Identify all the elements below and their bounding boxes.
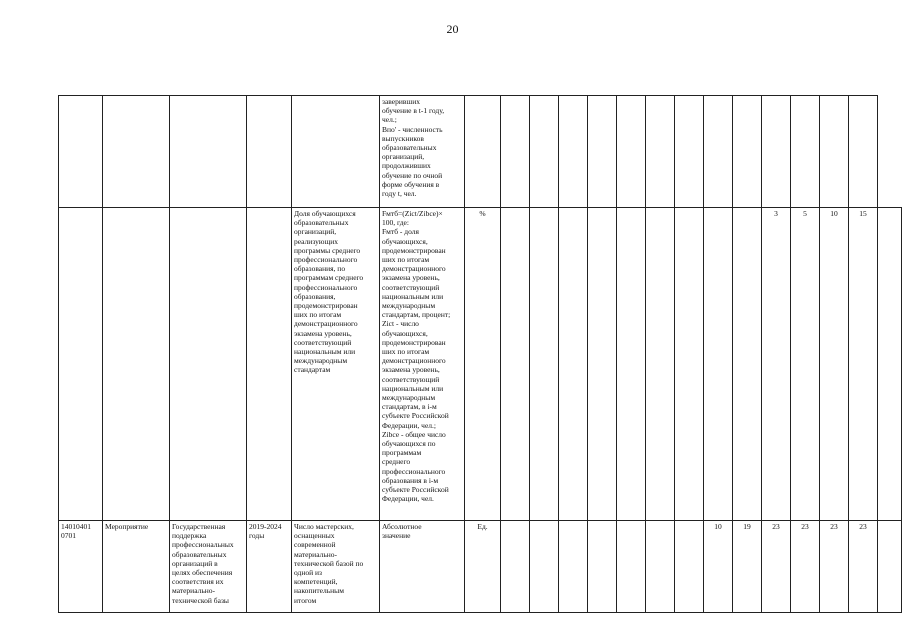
table-cell bbox=[588, 208, 617, 521]
table-cell: Абсолютное значение bbox=[380, 521, 465, 613]
table-cell: 5 bbox=[791, 208, 820, 521]
table-cell bbox=[103, 208, 170, 521]
page-number: 20 bbox=[446, 22, 459, 36]
table-cell: 15 bbox=[849, 208, 878, 521]
table-cell bbox=[501, 521, 530, 613]
table-cell: Доля обучающихся образовательных организаций, реализующих программы среднего профессионального образования, по программам среднего профессионального образования, продемонстрирован ших по итогам демонстрационного экзамена уровень, соответствующий национальным или международным стандартам bbox=[292, 208, 380, 521]
table-cell bbox=[704, 96, 733, 208]
table-cell bbox=[704, 208, 733, 521]
table-cell: Число мастерских, оснащенных современной материально- технической базой по одной из компетенций, накопительным итогом bbox=[292, 521, 380, 613]
table-row bbox=[59, 208, 902, 521]
table-cell bbox=[791, 96, 820, 208]
table-cell bbox=[247, 208, 292, 521]
table-cell: 3 bbox=[762, 208, 791, 521]
table-cell: 10 bbox=[704, 521, 733, 613]
table-cell bbox=[733, 96, 762, 208]
table-row bbox=[59, 96, 902, 208]
table-body bbox=[59, 96, 902, 613]
table-cell bbox=[59, 96, 103, 208]
table-cell bbox=[675, 208, 704, 521]
table-cell bbox=[530, 208, 559, 521]
table-cell bbox=[103, 96, 170, 208]
table-cell bbox=[292, 96, 380, 208]
table-cell bbox=[646, 208, 675, 521]
table-cell: 19 bbox=[733, 521, 762, 613]
table-cell bbox=[170, 96, 247, 208]
table-cell: Государственная поддержка профессиональных образовательных организаций в целях обеспечения соответствия их материально- технической базы bbox=[170, 521, 247, 613]
table-cell: Fмтб=(Zict/Zibce)× 100, где: Fмтб - доля обучающихся, продемонстрирован ших по итогам демонстрационного экзамена уровень, соответствующий национальным или международным стандартам, процент; Zict - число обучающихся, продемонстрирован ших по итогам демонстрационного экзамена уровень, соответствующий национальным или международным стандартам, в i-м субъекте Российской Федерации, чел.; Zibce - общее число обучающихся по программам среднего профессионального образования в i-м субъекте Российской Федерации, чел. bbox=[380, 208, 465, 521]
table-cell bbox=[559, 96, 588, 208]
table-cell bbox=[878, 208, 902, 521]
table-cell bbox=[530, 96, 559, 208]
table-cell: 23 bbox=[849, 521, 878, 613]
table-cell: 23 bbox=[791, 521, 820, 613]
table-cell: % bbox=[465, 208, 501, 521]
table-cell: Мероприятие bbox=[103, 521, 170, 613]
table-cell bbox=[646, 521, 675, 613]
table-cell: Ед. bbox=[465, 521, 501, 613]
table-cell bbox=[675, 521, 704, 613]
table-cell: заверивших обучение в t-1 году, чел.; Впо' - численность выпускников образовательных организаций, продолживших обучение по очной форме обучения в году t, чел. bbox=[380, 96, 465, 208]
table-cell bbox=[878, 521, 902, 613]
table-cell bbox=[530, 521, 559, 613]
table-cell bbox=[247, 96, 292, 208]
table-cell bbox=[588, 521, 617, 613]
table-cell bbox=[762, 96, 791, 208]
table-cell bbox=[733, 208, 762, 521]
table-cell bbox=[849, 96, 878, 208]
table-cell bbox=[617, 521, 646, 613]
table-cell bbox=[617, 96, 646, 208]
table-cell: 2019-2024 годы bbox=[247, 521, 292, 613]
table-cell bbox=[501, 96, 530, 208]
table-cell bbox=[465, 96, 501, 208]
table-cell bbox=[617, 208, 646, 521]
table-cell bbox=[820, 96, 849, 208]
table-cell bbox=[559, 208, 588, 521]
table-row bbox=[59, 521, 902, 613]
indicators-table bbox=[58, 95, 902, 613]
table-cell: 14010401 0701 bbox=[59, 521, 103, 613]
table-cell: 23 bbox=[820, 521, 849, 613]
table-cell bbox=[675, 96, 704, 208]
table-cell bbox=[170, 208, 247, 521]
table-cell: 10 bbox=[820, 208, 849, 521]
table-cell bbox=[559, 521, 588, 613]
table-cell bbox=[588, 96, 617, 208]
table-cell bbox=[646, 96, 675, 208]
table-cell: 23 bbox=[762, 521, 791, 613]
table-cell bbox=[501, 208, 530, 521]
table-cell bbox=[59, 208, 103, 521]
